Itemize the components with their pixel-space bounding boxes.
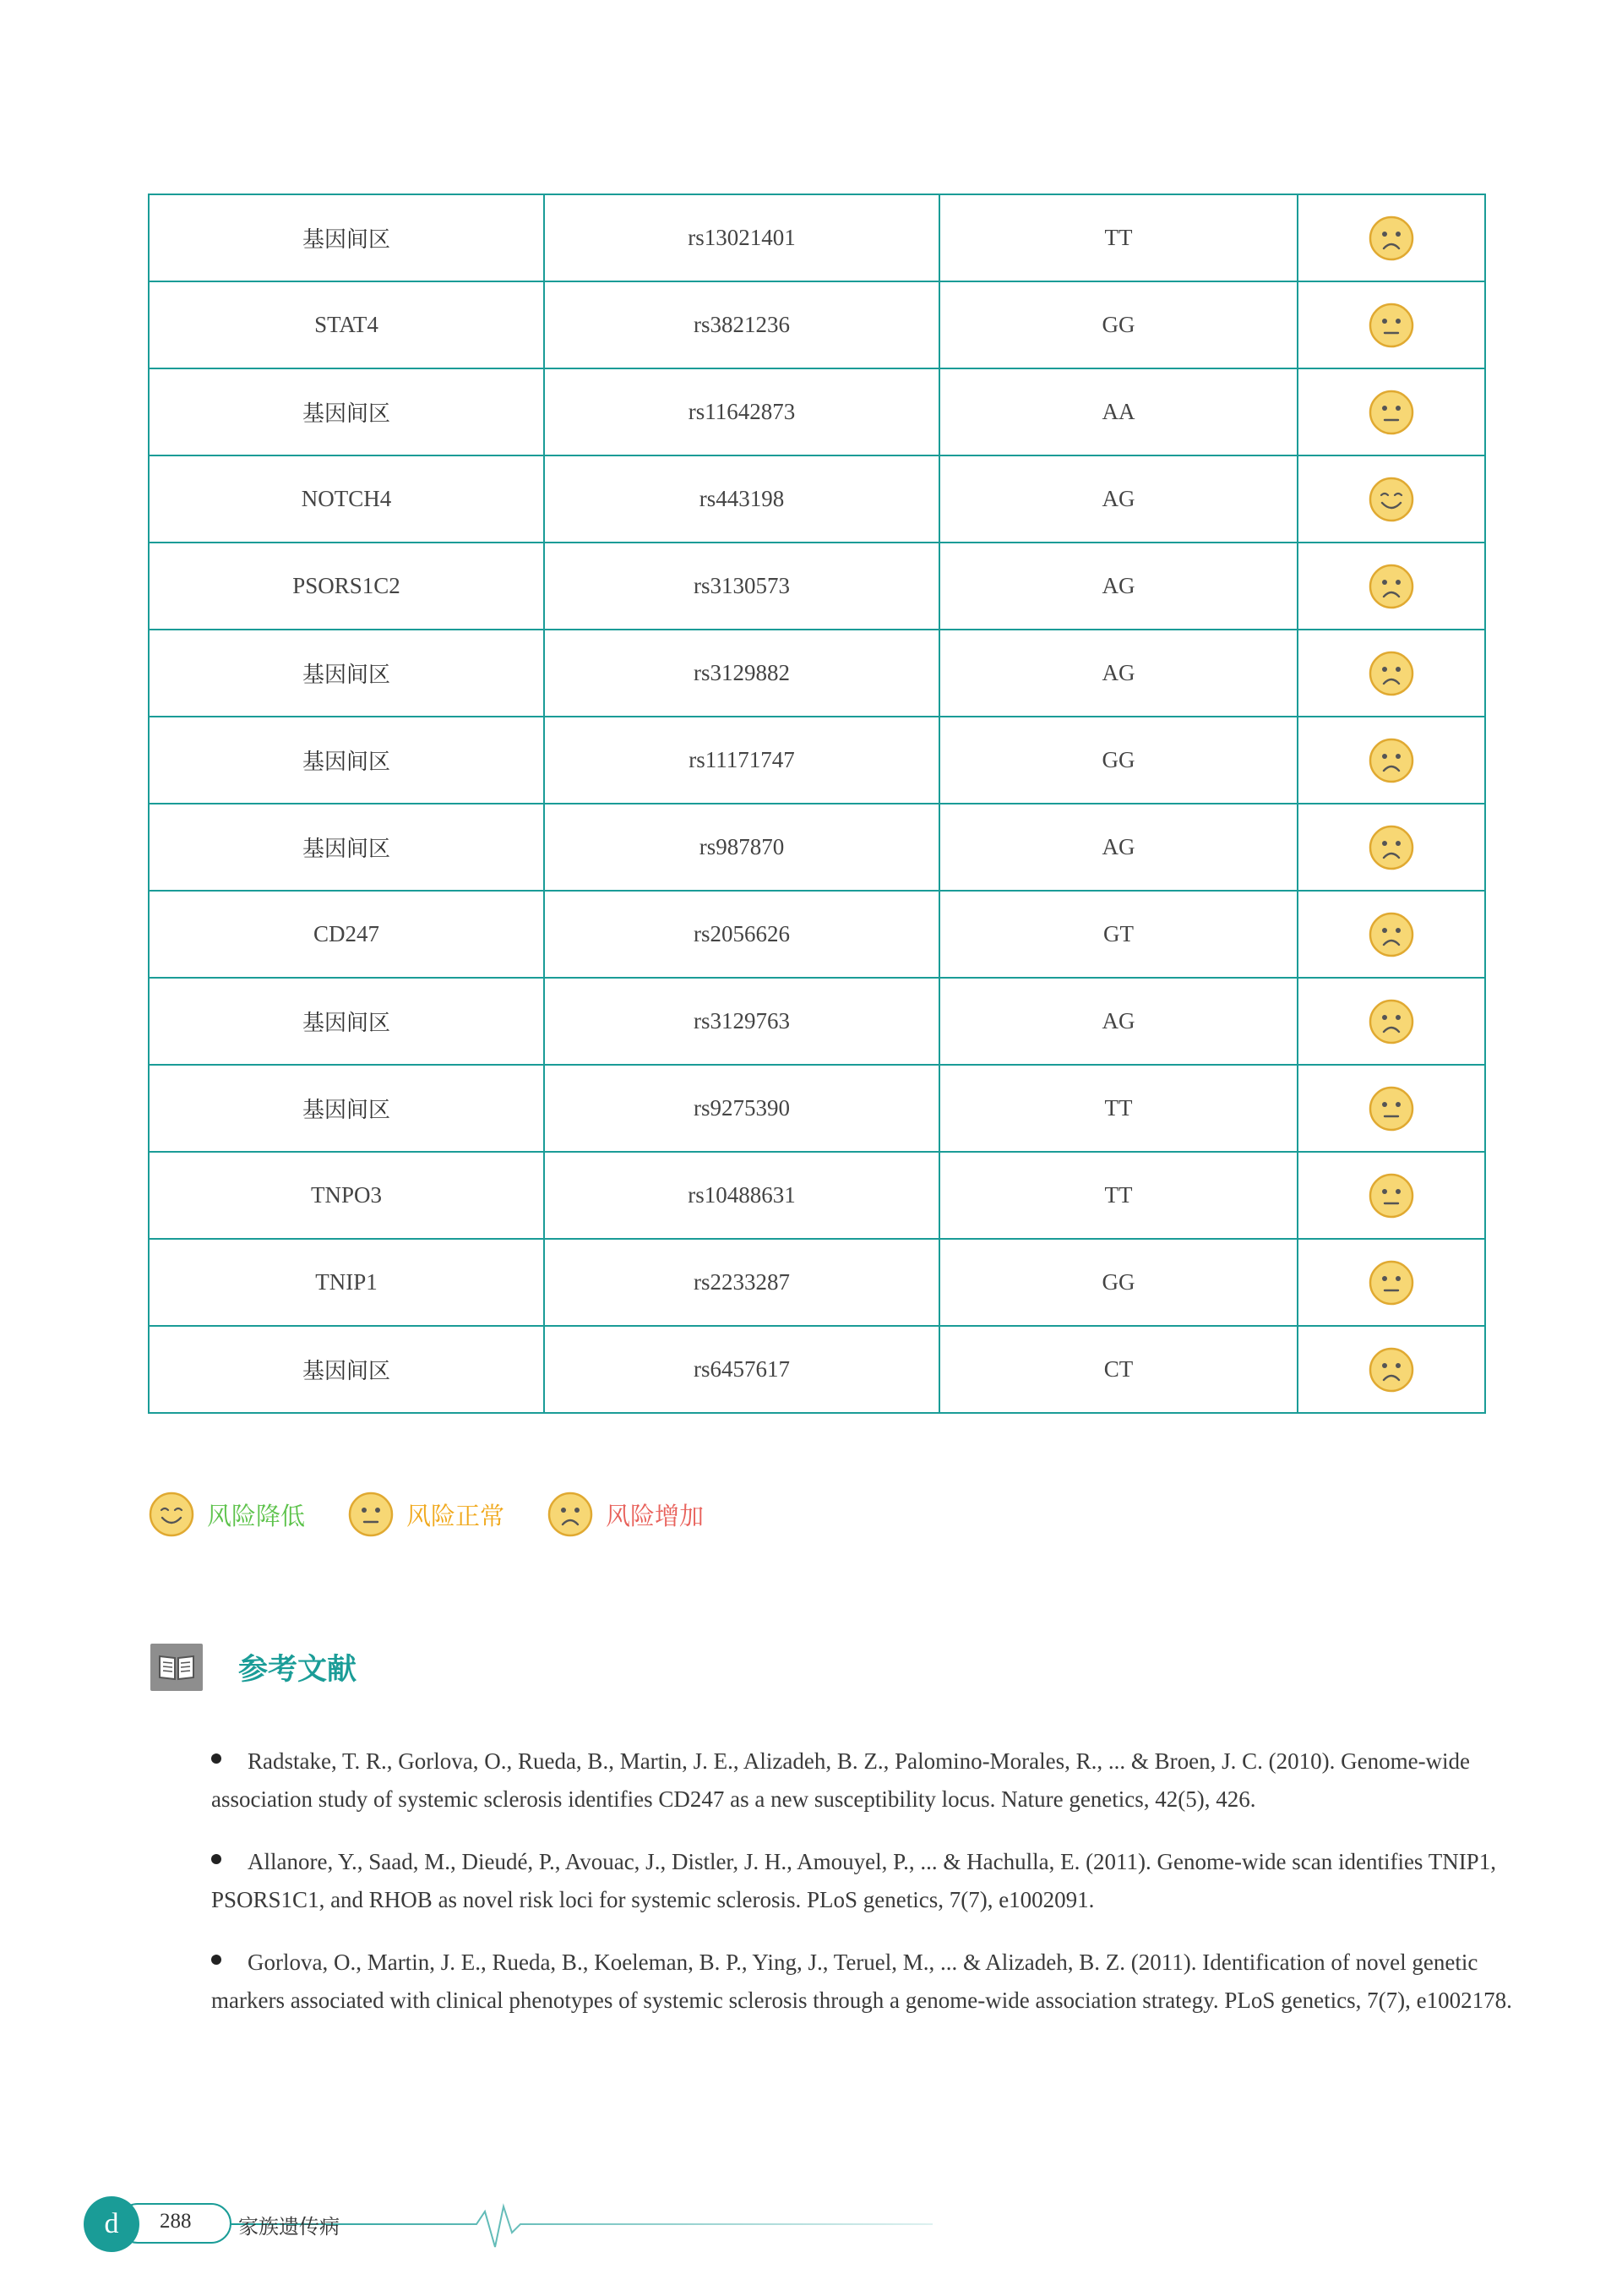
snp-cell: rs443198: [544, 455, 939, 543]
neutral-face-icon: [1368, 1085, 1415, 1132]
risk-cell: [1298, 543, 1485, 630]
neutral-face-icon: [1368, 1259, 1415, 1306]
genotype-cell: GT: [939, 891, 1298, 978]
snp-cell: rs13021401: [544, 194, 939, 281]
snp-cell: rs3129763: [544, 978, 939, 1065]
table-body: [149, 194, 1485, 1413]
sad-face-icon: [1368, 215, 1415, 262]
gene-cell: 基因间区: [149, 630, 544, 717]
sad-face-icon: [1368, 650, 1415, 697]
table-row: [149, 891, 1485, 978]
table-row: [149, 717, 1485, 804]
gene-cell: 基因间区: [149, 1326, 544, 1413]
snp-cell: rs2233287: [544, 1239, 939, 1326]
genotype-cell: CT: [939, 1326, 1298, 1413]
genotype-cell: TT: [939, 1152, 1298, 1239]
neutral-face-icon: [1368, 389, 1415, 436]
gene-cell: 基因间区: [149, 1065, 544, 1152]
risk-cell: [1298, 804, 1485, 891]
snp-cell: rs10488631: [544, 1152, 939, 1239]
table-row: [149, 281, 1485, 368]
gene-cell: TNPO3: [149, 1152, 544, 1239]
legend-item: [347, 1491, 504, 1538]
risk-cell: [1298, 891, 1485, 978]
risk-cell: [1298, 194, 1485, 281]
sad-face-icon: [1368, 1346, 1415, 1393]
neutral-face-icon: [1368, 302, 1415, 349]
legend-item: [547, 1491, 704, 1538]
snp-cell: rs3129882: [544, 630, 939, 717]
gene-cell: NOTCH4: [149, 455, 544, 543]
genotype-cell: AA: [939, 368, 1298, 455]
legend-label: 风险降低: [207, 1501, 306, 1530]
snp-cell: rs9275390: [544, 1065, 939, 1152]
risk-cell: [1298, 281, 1485, 368]
smile-face-icon: [148, 1491, 195, 1538]
reference-text: Radstake, T. R., Gorlova, O., Rueda, B., Martin, J. E., Alizadeh, B. Z., Palomino-Morales, R., ... & Broen, J. C. (2010). Genome-wide association study of systemic sclerosis identifies CD247 as a new susceptibility locus. Nature genetics, 42(5), 426.: [211, 1748, 1471, 1812]
gene-cell: 基因间区: [149, 978, 544, 1065]
table-row: [149, 978, 1485, 1065]
table-row: [149, 804, 1485, 891]
genotype-cell: TT: [939, 194, 1298, 281]
gene-cell: 基因间区: [149, 368, 544, 455]
legend-label: 风险增加: [606, 1501, 705, 1530]
footer-title: 家族遗传病: [238, 2215, 340, 2239]
gene-cell: PSORS1C2: [149, 543, 544, 630]
sad-face-icon: [1368, 911, 1415, 958]
snp-cell: rs987870: [544, 804, 939, 891]
references-title: 参考文献: [238, 1653, 357, 1687]
risk-cell: [1298, 1065, 1485, 1152]
sad-face-icon: [1368, 824, 1415, 871]
legend-label: 风险正常: [406, 1501, 505, 1530]
page-footer: [84, 2195, 844, 2254]
risk-cell: [1298, 368, 1485, 455]
legend-item: [148, 1491, 305, 1538]
snp-cell: rs3130573: [544, 543, 939, 630]
table-row: [149, 194, 1485, 281]
genotype-cell: TT: [939, 1065, 1298, 1152]
table-row: [149, 1065, 1485, 1152]
neutral-face-icon: [347, 1491, 395, 1538]
bullet-icon: [211, 1854, 221, 1864]
genotype-cell: GG: [939, 281, 1298, 368]
genotype-cell: AG: [939, 804, 1298, 891]
genotype-cell: AG: [939, 543, 1298, 630]
table-row: [149, 455, 1485, 543]
table-row: [149, 543, 1485, 630]
gene-cell: STAT4: [149, 281, 544, 368]
snp-cell: rs6457617: [544, 1326, 939, 1413]
gene-snp-table: [148, 194, 1486, 1414]
book-icon: [150, 1644, 203, 1691]
bullet-icon: [211, 1753, 221, 1764]
neutral-face-icon: [1368, 1172, 1415, 1219]
gene-cell: 基因间区: [149, 804, 544, 891]
risk-cell: [1298, 1326, 1485, 1413]
genotype-cell: GG: [939, 717, 1298, 804]
genotype-cell: AG: [939, 455, 1298, 543]
genotype-cell: AG: [939, 978, 1298, 1065]
risk-cell: [1298, 717, 1485, 804]
gene-cell: 基因间区: [149, 194, 544, 281]
snp-cell: rs11642873: [544, 368, 939, 455]
sad-face-icon: [547, 1491, 594, 1538]
gene-cell: CD247: [149, 891, 544, 978]
reference-text: Allanore, Y., Saad, M., Dieudé, P., Avouac, J., Distler, J. H., Amouyel, P., ... & Hachulla, E. (2011). Genome-wide scan identifies TNIP1, PSORS1C1, and RHOB as novel risk loci for systemic sclerosis. PLoS genetics, 7(7), e1002091.: [211, 1849, 1496, 1912]
sad-face-icon: [1368, 998, 1415, 1045]
sad-face-icon: [1368, 737, 1415, 784]
risk-cell: [1298, 1239, 1485, 1326]
reference-item: [211, 1843, 1538, 1919]
table-row: [149, 1239, 1485, 1326]
gene-cell: 基因间区: [149, 717, 544, 804]
sad-face-icon: [1368, 563, 1415, 610]
snp-cell: rs11171747: [544, 717, 939, 804]
risk-legend: [148, 1489, 746, 1540]
table-row: [149, 368, 1485, 455]
snp-cell: rs3821236: [544, 281, 939, 368]
genotype-cell: GG: [939, 1239, 1298, 1326]
genotype-cell: AG: [939, 630, 1298, 717]
references-header: [150, 1644, 357, 1691]
reference-item: [211, 1944, 1538, 2020]
references-list: [211, 1742, 1538, 2044]
risk-cell: [1298, 978, 1485, 1065]
gene-cell: TNIP1: [149, 1239, 544, 1326]
risk-cell: [1298, 1152, 1485, 1239]
risk-cell: [1298, 630, 1485, 717]
table-row: [149, 1326, 1485, 1413]
risk-cell: [1298, 455, 1485, 543]
chapter-letter-badge: d: [84, 2196, 139, 2252]
smile-face-icon: [1368, 476, 1415, 523]
table-row: [149, 630, 1485, 717]
bullet-icon: [211, 1955, 221, 1965]
reference-item: [211, 1742, 1538, 1819]
reference-text: Gorlova, O., Martin, J. E., Rueda, B., Koeleman, B. P., Ying, J., Teruel, M., ... & Alizadeh, B. Z. (2011). Identification of novel genetic markers associated with clinical phenotypes of systemic sclerosis through a genome-wide association strategy. PLoS genetics, 7(7), e1002178.: [211, 1950, 1512, 2013]
snp-cell: rs2056626: [544, 891, 939, 978]
page-number: 288: [160, 2210, 192, 2233]
table-row: [149, 1152, 1485, 1239]
